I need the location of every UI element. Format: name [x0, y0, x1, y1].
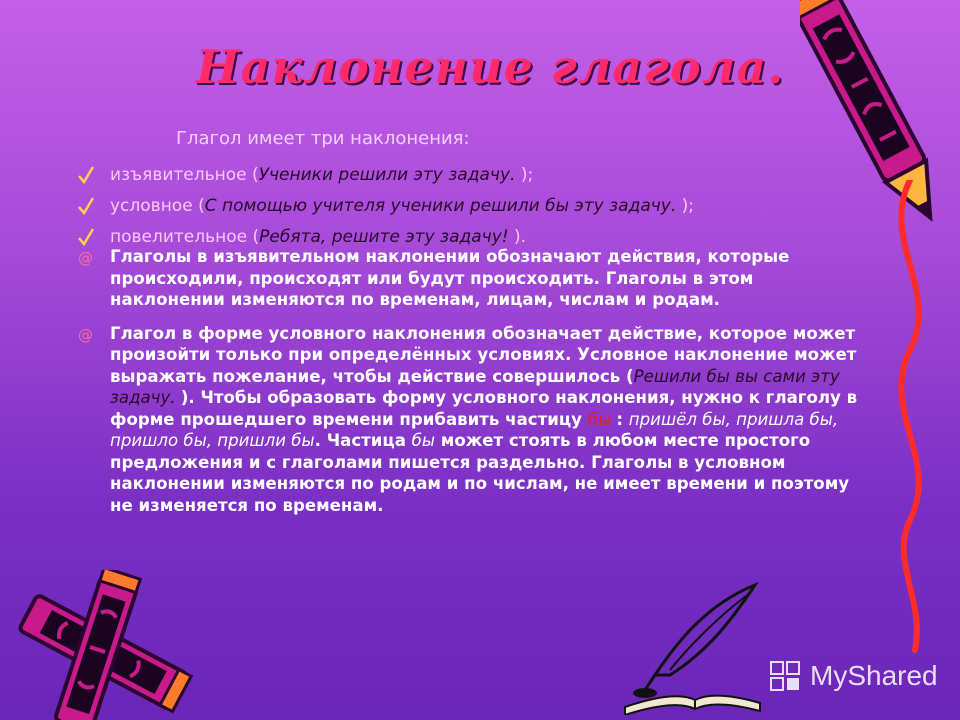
example-forms: пришёл бы, пришла бы, пришло бы, пришли бы [110, 409, 839, 450]
mood-close: ); [520, 165, 534, 185]
particle-italic: бы [411, 431, 436, 450]
paragraph-text: ). Чтобы образовать форму условного наклонения, нужно к глаголу в форме прошедшего времени прибавить частицу [110, 388, 858, 429]
ribbon-decoration-icon [870, 180, 960, 660]
slide-title: Наклонение глагола. [196, 40, 785, 94]
mood-example: Ученики решили эту задачу. [258, 165, 521, 185]
example-text: Решили бы вы сами эту задачу. [110, 366, 840, 407]
list-item [78, 160, 838, 191]
watermark [768, 656, 938, 696]
list-item [78, 191, 838, 222]
moods-list [78, 160, 838, 253]
mood-close: ); [681, 196, 695, 216]
at-bullet-icon: @ [78, 249, 93, 267]
paragraph-text: . Частица [314, 431, 412, 450]
mood-example: С помощью учителя ученики решили бы эту задачу. [204, 196, 682, 216]
checkmark-icon [78, 192, 94, 220]
checkmark-icon [78, 161, 94, 189]
mood-close: ). [514, 227, 527, 247]
paragraph-indicative [78, 246, 858, 311]
paragraph-text: может стоять в любом месте простого предложения и с глаголами пишется раздельно. Глаголы в условном наклонении изменяются по родам и по числам, не имеет времени и поэтому не изменяется по временам. [110, 431, 850, 515]
myshared-logo-icon [768, 659, 802, 693]
paragraph-text: Глагол в форме условного наклонения обозначает действие, которое может произойти только при определённых условиях. Условное наклонение может выражать пожелание, чтобы действие совершилось ( [110, 323, 857, 386]
particle-highlight: бы [587, 409, 617, 429]
mood-name: условное ( [110, 196, 205, 216]
at-bullet-icon: @ [78, 325, 93, 344]
quill-book-icon [615, 575, 765, 715]
paragraph-text: : [616, 409, 629, 429]
mood-name: изъявительное ( [110, 165, 259, 185]
mood-name: повелительное ( [110, 227, 260, 247]
slide-subtitle: Глагол имеет три наклонения: [176, 128, 470, 149]
mood-example: Ребята, решите эту задачу! [259, 227, 514, 247]
paragraph-conditional [78, 323, 858, 517]
paragraph-text: Глаголы в изъявительном наклонении обозначают действия, которые происходили, происходят или будут происходить. Глаголы в этом наклонении изменяются по временам, лицам, числам и родам. [110, 247, 790, 309]
explanation-list [78, 246, 858, 528]
watermark-text: MyShared [810, 660, 938, 691]
pencils-bottom-left-icon [0, 570, 220, 720]
